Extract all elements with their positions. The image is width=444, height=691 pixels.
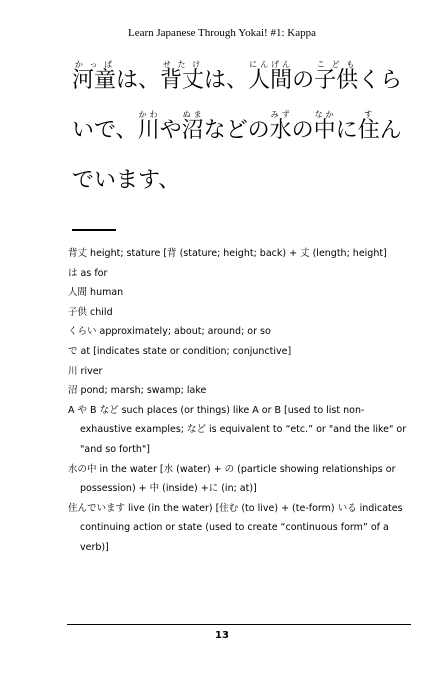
glossary-entry [68, 499, 416, 558]
glossary-definition: child [90, 306, 113, 318]
glossary-definition: live (in the water) [住む (to live) + (te-form) いる indicates continuing action or state (used to create “continuous form” of a verb)] [80, 502, 403, 553]
kana-text: に [335, 118, 358, 143]
kana-text: は、 [116, 68, 161, 93]
kana-text: くらいで、 [72, 68, 403, 143]
glossary-entry [68, 401, 416, 460]
kanji-with-furigana [137, 110, 160, 143]
kanji-base: 中 [313, 118, 336, 143]
glossary-entry [68, 303, 416, 323]
glossary-term: くらい [68, 326, 97, 338]
glossary-entry [68, 362, 416, 382]
furigana: せたけ [160, 60, 205, 69]
glossary-entry [68, 460, 416, 499]
kana-text: は、 [204, 68, 249, 93]
glossary-entry [68, 264, 416, 284]
kana-text: などの [203, 118, 270, 143]
kanji-with-furigana [314, 60, 359, 93]
kanji-with-furigana [357, 110, 380, 143]
kanji-base: 住 [357, 118, 380, 143]
furigana: かっぱ [72, 60, 116, 69]
kanji-base: 水 [269, 118, 292, 143]
glossary-entry [68, 322, 416, 342]
kanji-with-furigana [313, 110, 336, 143]
kana-text: の [291, 118, 314, 143]
glossary-definition: approximately; about; around; or so [99, 326, 271, 338]
glossary-definition: river [80, 365, 103, 377]
page-number: 13 [215, 630, 229, 641]
furigana: にんげん [248, 60, 293, 69]
kanji-base: 沼 [181, 118, 204, 143]
glossary-entry [68, 381, 416, 401]
furigana: こども [314, 60, 359, 69]
kanji-with-furigana [72, 60, 117, 93]
kanji-with-furigana [269, 110, 292, 143]
glossary-definition: in the water [水 (water) + の (particle showing relationships or possession) + 中 (inside) +に (in; at)] [80, 463, 396, 495]
glossary-definition: such places (or things) like A or B [used to list non-exhaustive examples; など is equivalent to “etc.” or "and the like" or "and so forth"] [80, 404, 407, 455]
glossary-term: 住んでいます [68, 502, 126, 514]
glossary-term: 川 [68, 365, 78, 377]
vocabulary-glossary [68, 244, 416, 558]
furigana: かわ [137, 110, 160, 119]
glossary-term: 水の中 [68, 463, 97, 475]
kanji-base: 背丈 [160, 68, 205, 93]
kanji-base: 子供 [314, 68, 359, 93]
glossary-term: で [68, 345, 78, 357]
furigana: す [357, 110, 380, 119]
glossary-definition: as for [80, 267, 108, 279]
furigana: なか [313, 110, 336, 119]
glossary-definition: pond; marsh; swamp; lake [80, 385, 207, 397]
kana-text: の [292, 68, 315, 93]
kanji-with-furigana [160, 60, 205, 93]
glossary-term: 子供 [68, 306, 88, 318]
kanji-base: 河童 [72, 68, 117, 93]
glossary-entry [68, 283, 416, 303]
kana-text: んでいます、 [72, 118, 402, 193]
kana-text: や [159, 118, 182, 143]
kanji-base: 川 [137, 118, 160, 143]
glossary-entry [68, 244, 416, 264]
glossary-definition: human [90, 287, 124, 299]
footer-divider [67, 624, 411, 625]
furigana: みず [269, 110, 292, 119]
main-japanese-sentence [72, 56, 412, 206]
glossary-term: 人間 [68, 287, 88, 299]
section-divider [72, 229, 116, 231]
kanji-base: 人間 [248, 68, 293, 93]
kanji-with-furigana [181, 110, 204, 143]
glossary-definition: height; stature [背 (stature; height; back) + 丈 (length; height] [90, 248, 387, 259]
kanji-with-furigana [248, 60, 293, 93]
glossary-definition: at [indicates state or condition; conjunctive] [80, 345, 292, 357]
glossary-term: 沼 [68, 385, 78, 397]
glossary-term: A や B など [68, 404, 119, 416]
glossary-entry [68, 342, 416, 362]
glossary-term: は [68, 267, 78, 279]
furigana: ぬま [181, 110, 204, 119]
page-header: Learn Japanese Through Yokai! #1: Kappa [128, 27, 316, 39]
glossary-term: 背丈 [68, 248, 88, 259]
